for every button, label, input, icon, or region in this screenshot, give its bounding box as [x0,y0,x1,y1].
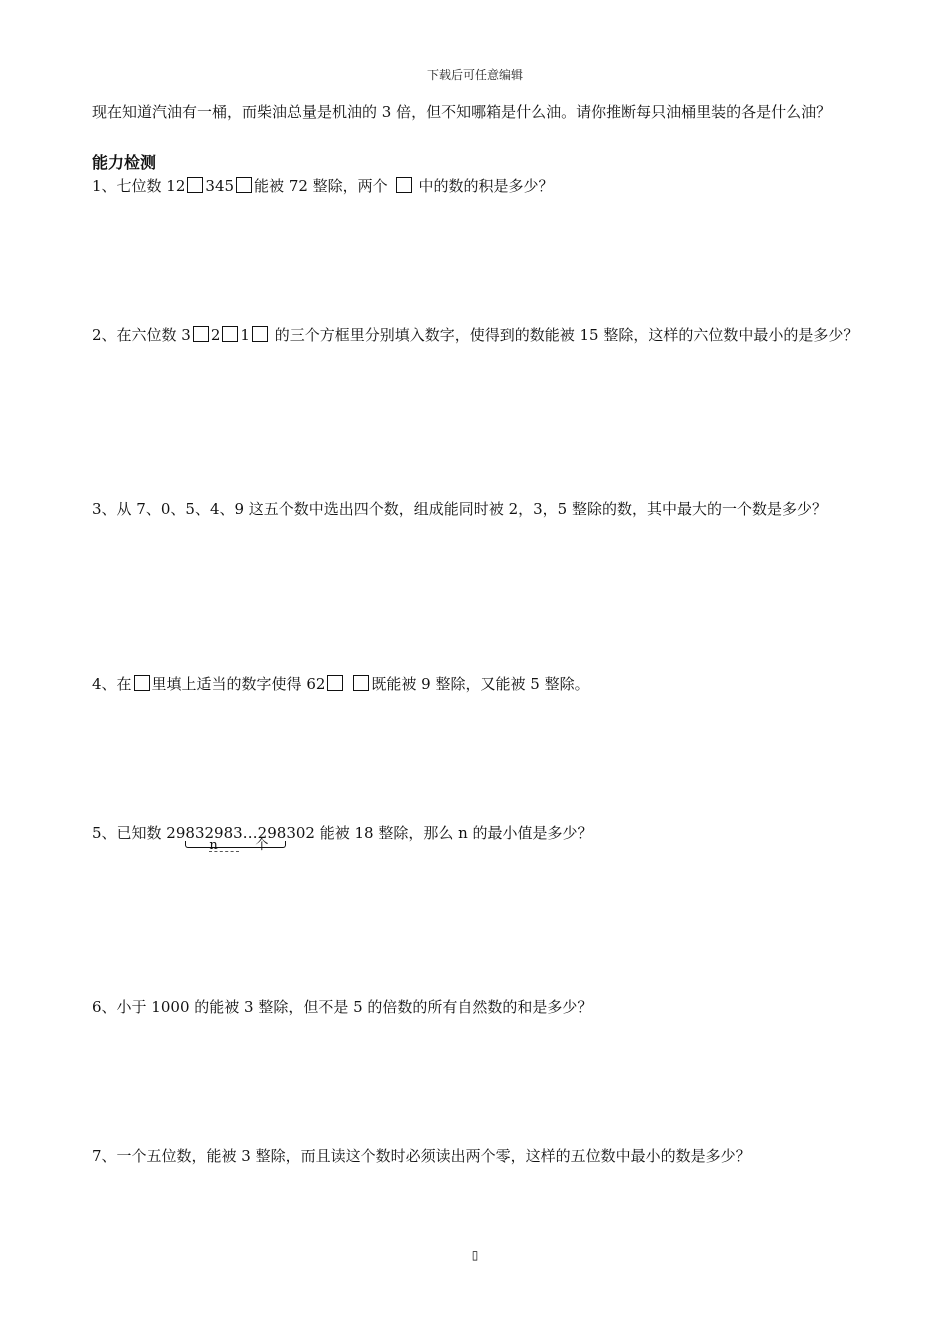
blank-box [134,675,150,691]
page-number: ▯ [471,1248,479,1262]
brace-variable: n [209,838,218,853]
blank-box [327,675,343,691]
q5-part-a: 5、已知数 29 [92,824,186,842]
q4-part-a: 4、在 [92,675,132,693]
question-6: 6、小于 1000 的能被 3 整除，但不是 5 的倍数的所有自然数的和是多少？ [92,998,593,1016]
q5-repeated-digits: 832983…298 [185,824,287,842]
q5-part-c: 302 能被 18 整除，那么 n 的最小值是多少？ [286,824,593,842]
q1-part-a: 1、七位数 12 [92,177,186,195]
q4-part-b: 里填上适当的数字使得 62 [151,675,326,693]
blank-box [236,177,252,193]
question-4 [92,672,864,697]
brace-dashes [209,851,239,852]
blank-box [193,326,209,342]
question-7: 7、一个五位数，能被 3 整除，而且读这个数时必须读出两个零，这样的五位数中最小的数是多少？ [92,1147,751,1165]
q2-part-b: 2 [210,326,221,344]
q1-part-d: 中的数的积是多少？ [418,177,554,195]
blank-box [396,177,412,193]
section-title: 能力检测 [92,153,157,172]
blank-box [252,326,268,342]
question-3: 3、从 7、0、5、4、9 这五个数中选出四个数，组成能同时被 2，3，5 整除的数，其中最大的一个数是多少？ [92,500,827,518]
question-2 [92,323,864,348]
question-1 [92,174,864,199]
question-5 [92,821,864,853]
q1-part-b: 345 [205,177,235,195]
q4-part-c: 既能被 9 整除，又能被 5 整除。 [371,675,590,693]
page-header: 下载后可任意编辑 [426,68,523,82]
q2-part-a: 2、在六位数 3 [92,326,191,344]
blank-box [187,177,203,193]
blank-box [353,675,369,691]
brace-unit: 个 [255,838,269,853]
blank-box [222,326,238,342]
q2-part-d: 的三个方框里分别填入数字，使得到的数能被 15 整除，这样的六位数中最小的是多少？ [274,326,859,344]
intro-paragraph: 现在知道汽油有一桶，而柴油总量是机油的 3 倍，但不知哪箱是什么油。请你推断每只油桶里装的各是什么油？ [92,103,832,121]
q1-part-c: 能被 72 整除，两个 [254,177,388,195]
q2-part-c: 1 [240,326,250,344]
underbrace [185,841,286,848]
repeated-digits-span [185,821,287,853]
